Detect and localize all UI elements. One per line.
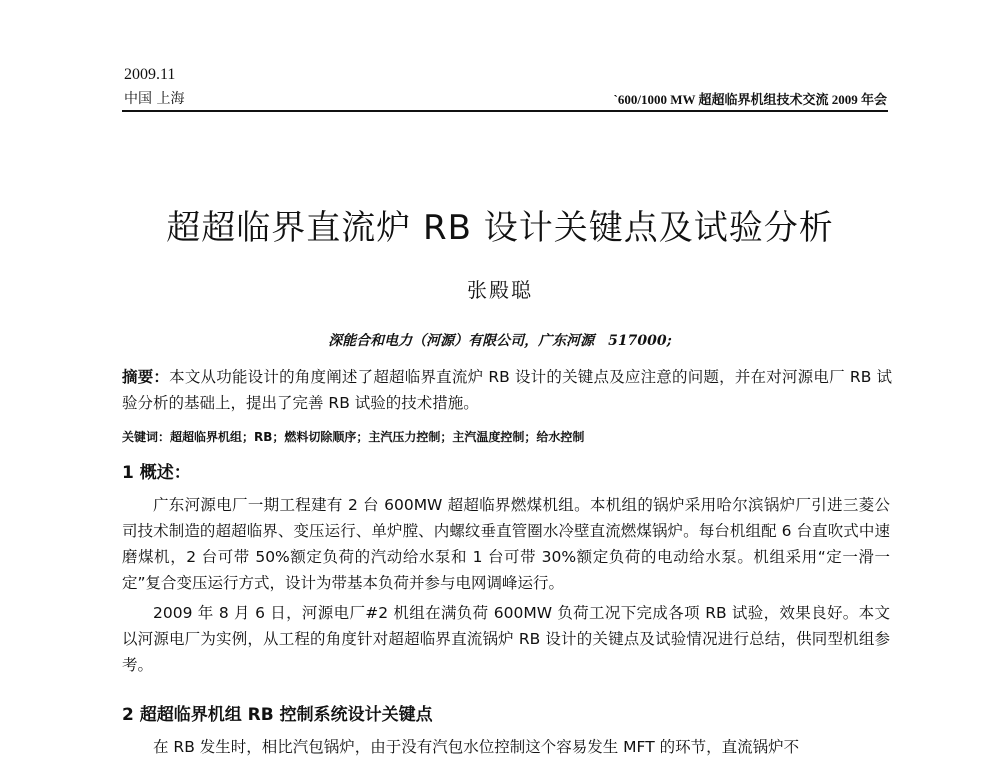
abstract-label: 摘要： xyxy=(122,368,170,386)
keywords-label: 关键词： xyxy=(122,430,171,444)
section-1-paragraph-1: 广东河源电厂一期工程建有 2 台 600MW 超超临界燃煤机组。本机组的锅炉采用哈尔滨锅炉厂引进三菱公司技术制造的超超临界、变压运行、单炉膛、内螺纹垂直管圈水冷壁直流燃煤锅炉。每台机组配 6 台直吹式中速磨煤机，2 台可带 50%额定负荷的汽动给水泵和 1 台可带 30%额定负荷的电动给水泵。机组采用“定一滑一定”复合变压运行方式，设计为带基本负荷并参与电网调峰运行。 xyxy=(122,496,890,592)
abstract-text: 本文从功能设计的角度阐述了超超临界直流炉 RB 设计的关键点及应注意的问题，并在对河源电厂 RB 试验分析的基础上，提出了完善 RB 试验的技术措施。 xyxy=(122,368,892,412)
header-conference: `600/1000 MW 超超临界机组技术交流 2009 年会 xyxy=(613,92,887,107)
section-2-paragraph-1: 在 RB 发生时，相比汽包锅炉，由于没有汽包水位控制这个容易发生 MFT 的环节，直流锅炉不 xyxy=(153,738,800,756)
author-affiliation: 深能合和电力（河源）有限公司，广东河源 517000; xyxy=(328,333,672,349)
keywords-text: 超超临界机组；RB；燃料切除顺序；主汽压力控制；主汽温度控制；给水控制 xyxy=(170,430,585,444)
header-rule xyxy=(122,110,888,112)
author-name: 张殿聪 xyxy=(467,278,533,302)
abstract xyxy=(122,364,892,416)
keywords xyxy=(122,428,892,445)
section-1-heading: 1 概述： xyxy=(122,463,191,483)
section-1-paragraph-2: 2009 年 8 月 6 日，河源电厂#2 机组在满负荷 600MW 负荷工况下完成各项 RB 试验，效果良好。本文以河源电厂为实例，从工程的角度针对超超临界直流锅炉 RB 设计的关键点及试验情况进行总结，供同型机组参考。 xyxy=(122,604,890,674)
header-year: 2009.11 xyxy=(124,66,176,83)
section-2-heading: 2 超超临界机组 RB 控制系统设计关键点 xyxy=(122,705,433,725)
paper-title: 超超临界直流炉 RB 设计关键点及试验分析 xyxy=(166,208,834,248)
header-location: 中国 上海 xyxy=(124,91,185,107)
